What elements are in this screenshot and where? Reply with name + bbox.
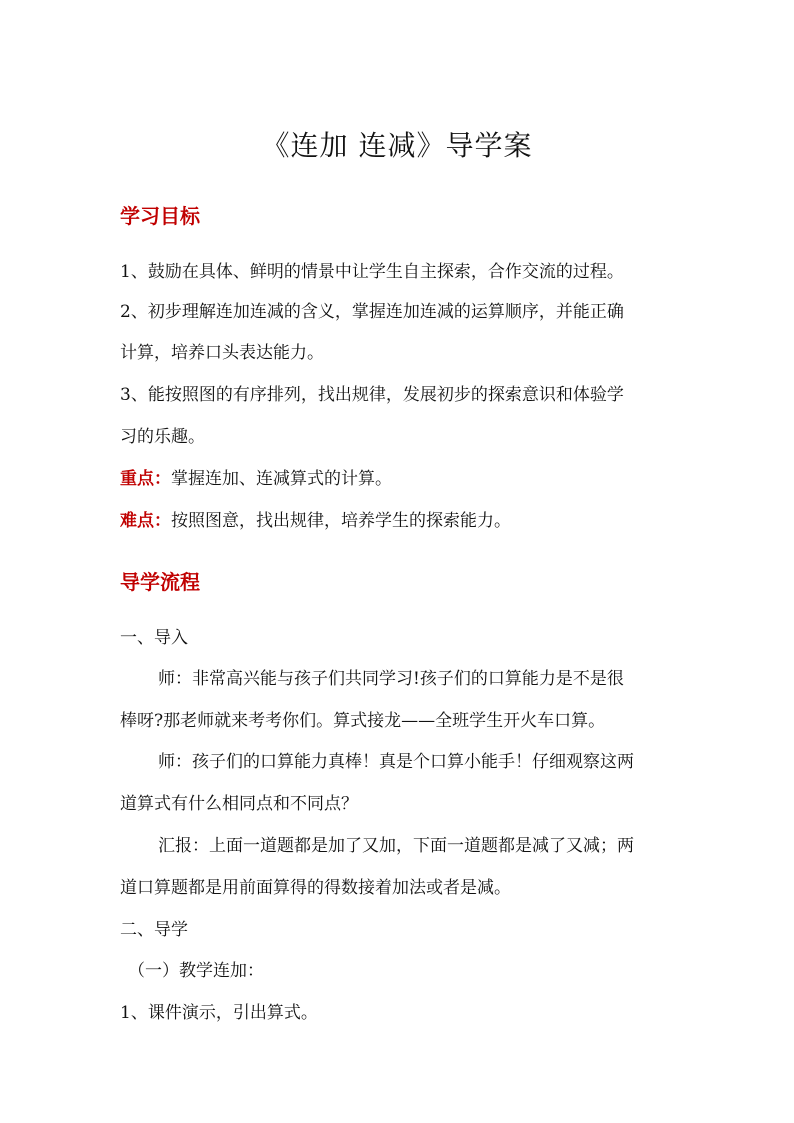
- process-line-4: 师：孩子们的口算能力真棒！真是个口算小能手！仔细观察这两: [158, 752, 634, 772]
- difficult-point: [120, 509, 680, 533]
- goal-line-1: 1、鼓励在具体、鲜明的情景中让学生自主探索，合作交流的过程。: [120, 262, 624, 282]
- process-line-6: 汇报：上面一道题都是加了又加，下面一道题都是减了又减；两: [158, 836, 634, 856]
- goal-line-4: 3、能按照图的有序排列，找出规律，发展初步的探索意识和体验学: [120, 385, 624, 405]
- process-line-9: （一）教学连加：: [128, 961, 264, 981]
- process-line-5: 道算式有什么相同点和不同点？: [120, 794, 358, 814]
- document-title: 《连加 连减》导学案: [261, 129, 533, 162]
- process-line-7: 道口算题都是用前面算得的得数接着加法或者是减。: [120, 878, 511, 898]
- goal-line-3: 计算，培养口头表达能力。: [120, 343, 324, 363]
- process-line-8: 二、导学: [120, 920, 188, 940]
- process-line-2: 师：非常高兴能与孩子们共同学习!孩子们的口算能力是不是很: [158, 669, 624, 689]
- process-line-3: 棒呀?那老师就来考考你们。算式接龙——全班学生开火车口算。: [120, 711, 606, 731]
- key-point-text: 掌握连加、连减算式的计算。: [171, 469, 392, 489]
- goal-line-5: 习的乐趣。: [120, 427, 205, 447]
- key-point: [120, 467, 680, 491]
- process-line-1: 一、导入: [120, 628, 188, 648]
- process-line-10: 1、课件演示，引出算式。: [120, 1003, 318, 1023]
- section-heading-process: 导学流程: [120, 570, 200, 594]
- difficult-point-text: 按照图意，找出规律，培养学生的探索能力。: [171, 511, 511, 531]
- goal-line-2: 2、初步理解连加连减的含义，掌握连加连减的运算顺序，并能正确: [120, 302, 624, 322]
- difficult-point-label: 难点：: [120, 511, 171, 531]
- section-heading-goals: 学习目标: [120, 204, 200, 228]
- key-point-label: 重点：: [120, 469, 171, 489]
